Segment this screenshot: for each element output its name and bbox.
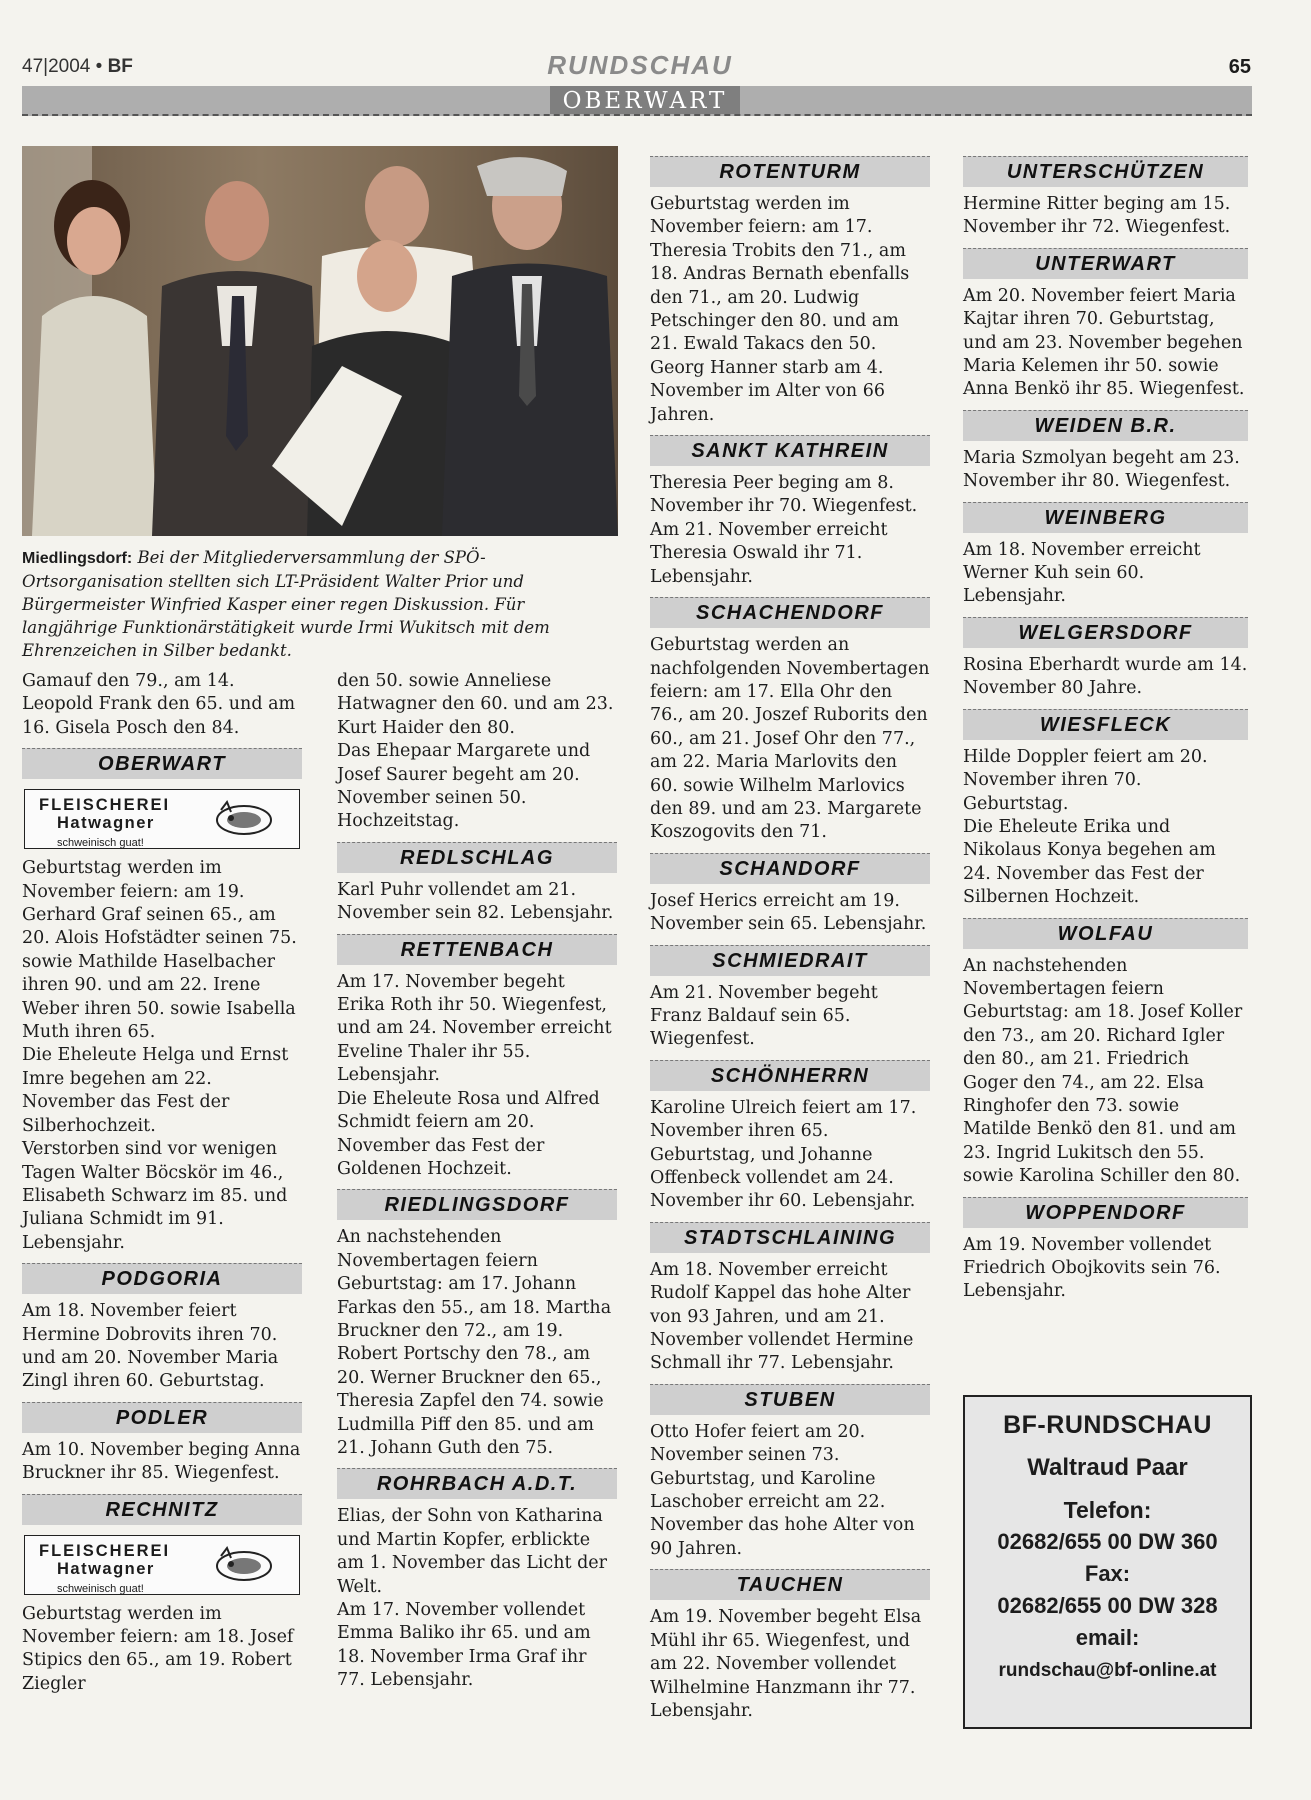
redlschlag-text: Karl Puhr vollendet am 21. November sein 82. Lebensjahr. — [337, 879, 614, 924]
section-title: TAUCHEN — [736, 1574, 844, 1597]
rettenbach-text-2: Die Eheleute Rosa und Alfred Schmidt feiern am 20. November das Fest der Goldenen Hochzeit. — [337, 1088, 600, 1179]
podgoria-text: Am 18. November feiert Hermine Dobrovits ihren 70. und am 20. November Maria Zingl ihren 60. Geburtstag. — [22, 1301, 279, 1392]
section-title: ROTENTURM — [719, 161, 861, 183]
col1-intro: Gamauf den 79., am 14. Leopold Frank den 65. und am 16. Gisela Posch den 84. — [22, 671, 296, 738]
contact-name: Waltraud Paar — [1027, 1454, 1188, 1481]
ad-line1: FLEISCHEREI — [39, 1541, 171, 1560]
unterwart-text: Am 20. November feiert Maria Kajtar ihren 70. Geburtstag, und am 23. November begehen Maria Kelemen ihr 50. sowie Anna Benkö ihr 85. Wiegenfest. — [963, 285, 1245, 400]
weinberg-text: Am 18. November erreicht Werner Kuh sein 60. Lebensjahr. — [963, 539, 1201, 607]
contact-title: BF-RUNDSCHAU — [1003, 1411, 1212, 1439]
rohrbach-text-2: Am 17. November vollendet Emma Baliko ihr 65. und am 18. November Irma Graf ihr 77. Lebensjahr. — [337, 1600, 591, 1691]
section-heading — [337, 1468, 617, 1499]
section-heading — [22, 1263, 302, 1294]
schmiedrait-text: Am 21. November begeht Franz Baldauf sein 65. Wiegenfest. — [650, 982, 878, 1050]
ad-line3: schweinisch guat! — [57, 1582, 144, 1595]
section-title: SCHMIEDRAIT — [712, 949, 868, 972]
fax-label: Fax: — [1084, 1561, 1131, 1586]
rotenturm-text-2: Georg Hanner starb am 4. November im Alter von 66 Jahren. — [650, 357, 886, 425]
rettenbach-text-1: Am 17. November begeht Erika Roth ihr 50. Wiegenfest, und am 24. November erreicht Eveline Thaler ihr 55. Lebensjahr. — [337, 971, 612, 1086]
section-title: UNTERWART — [1035, 252, 1176, 275]
section-title: ROHRBACH A.D.T. — [376, 1473, 578, 1496]
ad-line3: schweinisch guat! — [57, 837, 144, 850]
section-heading — [22, 1494, 302, 1525]
ad-line2: Hatwagner — [57, 814, 155, 833]
section-heading — [650, 156, 930, 187]
ad-line2: Hatwagner — [57, 1559, 155, 1578]
section-title: WELGERSDORF — [1018, 621, 1193, 644]
section-title: PODGORIA — [101, 1268, 223, 1291]
podler-text: Am 10. November beging Anna Bruckner ihr 85. Wiegenfest. — [22, 1439, 301, 1484]
column-3 — [650, 156, 930, 1723]
oberwart-text-2: Die Eheleute Helga und Ernst Imre begehen am 22. November das Fest der Silberhochzeit. — [22, 1045, 289, 1136]
section-title: RECHNITZ — [105, 1498, 219, 1521]
section-heading — [650, 1222, 930, 1253]
column-1 — [22, 670, 302, 1696]
section-title: OBERWART — [98, 753, 226, 776]
fleischerei-ad — [24, 1535, 300, 1595]
section-heading — [650, 1569, 930, 1600]
photo-caption — [22, 546, 618, 662]
section-heading — [963, 410, 1248, 441]
section-heading — [650, 945, 930, 976]
section-title: WEINBERG — [1044, 506, 1167, 529]
section-title: SCHÖNHERRN — [710, 1064, 870, 1087]
caption-place: Miedlingsdorf: — [22, 550, 133, 567]
wiesfleck-text-1: Hilde Doppler feiert am 20. November ihren 70. Geburtstag. — [963, 746, 1208, 814]
wiesfleck-text-2: Die Eheleute Erika und Nikolaus Konya begehen am 24. November das Fest der Silbernen Hochzeit. — [963, 816, 1216, 908]
section-title: SANKT KATHREIN — [691, 440, 889, 463]
section-heading — [650, 1384, 930, 1415]
section-heading — [650, 597, 930, 628]
fax-number: 02682/655 00 DW 328 — [997, 1593, 1218, 1618]
col2-intro-2: Das Ehepaar Margarete und Josef Saurer begeht am 20. November seinen 50. Hochzeitstag. — [337, 741, 591, 832]
weiden-text: Maria Szmolyan begeht am 23. November ihr 80. Wiegenfest. — [963, 447, 1240, 492]
section-heading — [963, 709, 1248, 740]
issue-bullet: • — [95, 56, 103, 77]
unterschuetzen-text: Hermine Ritter beging am 15. November ihr 72. Wiegenfest. — [963, 194, 1231, 238]
rechnitz-text: Geburtstag werden im November feiern: am 18. Josef Stipics den 65., am 19. Robert Ziegler — [22, 1603, 294, 1694]
section-heading — [963, 617, 1248, 648]
pig-logo-icon — [213, 798, 275, 838]
phone-number: 02682/655 00 DW 360 — [997, 1529, 1218, 1554]
section-heading — [337, 934, 617, 965]
section-title: REDLSCHLAG — [400, 846, 554, 869]
section-heading — [22, 748, 302, 779]
stuben-text: Otto Hofer feiert am 20. November seinen 73. Geburtstag, und Karoline Laschober erreicht am 22. November das hohe Alter von 90 Jahren. — [650, 1421, 915, 1559]
oberwart-text-1: Geburtstag werden im November feiern: am 19. Gerhard Graf seinen 65., am 20. Alois Hofstädter seinen 75. sowie Mathilde Haselbacher ihren 90. und am 22. Irene Weber ihren 50. sowie Isabella Muth ihren 65. — [22, 858, 297, 1043]
section-heading — [963, 156, 1248, 187]
section-heading — [650, 853, 930, 884]
caption-text: Bei der Mitgliederversammlung der SPÖ-Ortsorganisation stellten sich LT-Präsident Walter Prior und Bürgermeister Winfried Kasper einer regen Diskussion. Für langjährige Funktionärstätigkeit wurde Irmi Wukitsch mit dem Ehrenzeichen in Silber bedankt. — [22, 548, 550, 660]
section-title: WOLFAU — [1057, 922, 1154, 945]
rotenturm-text-1: Geburtstag werden im November feiern: am 17. Theresia Trobits den 71., am 18. Andras Bernath ebenfalls den 71., am 20. Ludwig Petschinger den 80. und am 21. Ewald Takacs den 50. — [650, 194, 910, 355]
section-title: WEIDEN B.R. — [1034, 414, 1177, 437]
issue-number — [22, 56, 133, 78]
section-heading — [963, 248, 1248, 279]
paper-name: BF — [107, 56, 133, 77]
riedlingsdorf-text: An nachstehenden Novembertagen feiern Geburtstag: am 17. Johann Farkas den 55., am 18. Martha Bruckner den 72., am 19. Robert Portschy den 78., am 20. Werner Bruckner den 65., Theresia Zapfel den 74. sowie Ludmilla Piff den 85. und am 21. Johann Guth den 75. — [337, 1227, 612, 1458]
rohrbach-text-1: Elias, der Sohn von Katharina und Martin Kopfer, erblickte am 1. November das Licht der Welt. — [337, 1506, 608, 1597]
page-number: 65 — [1228, 56, 1251, 78]
section-heading — [963, 918, 1248, 949]
section-heading — [337, 1189, 617, 1220]
phone-label: Telefon: — [1063, 1497, 1152, 1523]
email-label: email: — [1075, 1625, 1140, 1650]
column-4 — [963, 156, 1248, 1304]
group-photo — [22, 146, 618, 536]
pig-logo-icon — [213, 1544, 275, 1584]
region-band — [22, 86, 1252, 116]
stadtschlaining-text: Am 18. November erreicht Rudolf Kappel das hohe Alter von 93 Jahren, und am 21. November vollendet Hermine Schmall ihr 77. Lebensjahr. — [650, 1259, 914, 1374]
section-title: SCHACHENDORF — [696, 602, 884, 625]
schoenherrn-text: Karoline Ulreich feiert am 17. November ihren 65. Geburtstag, und Johanne Offenbeck vollendet am 24. November ihr 60. Lebensjahr. — [650, 1097, 917, 1212]
photo-people-illustration — [22, 146, 618, 536]
region-title: OBERWART — [550, 86, 740, 114]
welgersdorf-text: Rosina Eberhardt wurde am 14. November 80 Jahre. — [963, 654, 1248, 699]
section-heading — [650, 1060, 930, 1091]
section-heading — [650, 435, 930, 466]
section-title: RETTENBACH — [400, 938, 554, 961]
schachendorf-text: Geburtstag werden an nachfolgenden Novembertagen feiern: am 17. Ella Ohr den 76., am 20. Joszef Ruborits den 60., am 21. Josef Ohr den 77., am 22. Maria Marlovits den 60. sowie Wilhelm Marlovics den 89. und am 23. Margarete Koszogovits den 71. — [650, 635, 930, 843]
section-title: PODLER — [115, 1406, 209, 1429]
section-heading — [963, 502, 1248, 533]
oberwart-text-3: Verstorben sind vor wenigen Tagen Walter Böcskör im 46., Elisabeth Schwarz im 85. und Juliana Schmidt im 91. Lebensjahr. — [22, 1139, 288, 1253]
section-title: WIESFLECK — [1039, 713, 1172, 736]
section-heading — [337, 842, 617, 873]
section-heading — [22, 1402, 302, 1433]
section-heading — [963, 1197, 1248, 1228]
tauchen-text: Am 19. November begeht Elsa Mühl ihr 65. Wiegenfest, und am 22. November vollendet Wilhelmine Hanzmann ihr 77. Lebensjahr. — [650, 1607, 922, 1721]
woppendorf-text: Am 19. November vollendet Friedrich Obojkovits sein 76. Lebensjahr. — [963, 1234, 1221, 1302]
schandorf-text: Josef Herics erreicht am 19. November sein 65. Lebensjahr. — [650, 890, 927, 935]
rubric-title: RUNDSCHAU — [547, 50, 733, 80]
column-2 — [337, 670, 617, 1693]
issue-label: 47|2004 — [22, 56, 91, 77]
section-title: WOPPENDORF — [1025, 1201, 1186, 1224]
wolfau-text: An nachstehenden Novembertagen feiern Geburtstag: am 18. Josef Koller den 73., am 20. Richard Igler den 80., am 21. Friedrich Goger den 74., am 22. Elsa Ringhofer den 73. sowie Matilde Benkö den 81. und am 23. Ingrid Lukitsch den 55. sowie Karolina Schiller den 80. — [963, 955, 1243, 1187]
fleischerei-ad — [24, 789, 300, 849]
section-title: RIEDLINGSDORF — [384, 1194, 570, 1217]
section-title: UNTERSCHÜTZEN — [1006, 161, 1205, 183]
section-title: SCHANDORF — [719, 857, 861, 880]
col2-intro: den 50. sowie Anneliese Hatwagner den 60. und am 23. Kurt Haider den 80. — [337, 671, 614, 738]
sanktkathrein-text: Theresia Peer beging am 8. November ihr 70. Wiegenfest. Am 21. November erreicht Theresia Oswald ihr 71. Lebensjahr. — [650, 473, 918, 587]
section-title: STUBEN — [744, 1388, 836, 1411]
ad-line1: FLEISCHEREI — [39, 796, 171, 815]
contact-box — [963, 1395, 1252, 1729]
email-address: rundschau@bf-online.at — [998, 1660, 1217, 1681]
section-title: STADTSCHLAINING — [683, 1226, 897, 1249]
